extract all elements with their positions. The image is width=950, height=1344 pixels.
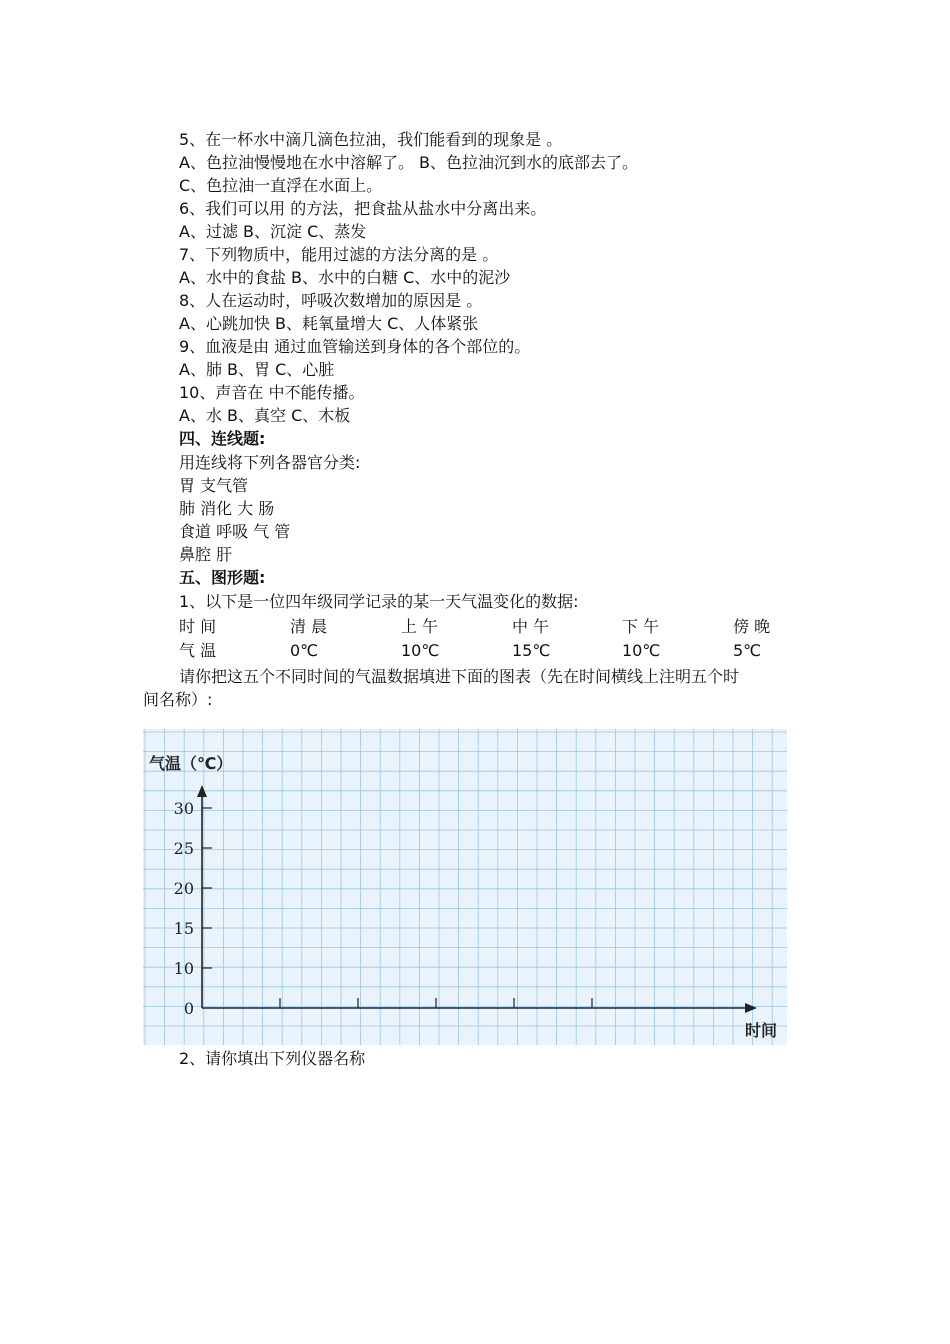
time-cell: 下 午 [622, 617, 660, 636]
section-4-heading: 四、连线题: [179, 429, 266, 448]
question-7-options: A、水中的食盐 B、水中的白糖 C、水中的泥沙 [179, 268, 511, 287]
x-axis-label: 时间 [745, 1021, 778, 1040]
question-9-options: A、肺 B、胃 C、心脏 [179, 360, 335, 379]
matching-row: 胃 支气管 [179, 476, 249, 495]
chart-background [143, 729, 787, 1045]
matching-row: 肺 消化 大 肠 [179, 499, 275, 518]
question-8: 8、人在运动时，呼吸次数增加的原因是 。 [179, 291, 483, 310]
time-row [179, 615, 799, 638]
chart-instruction-line-1: 请你把这五个不同时间的气温数据填进下面的图表（先在时间横线上注明五个时 [179, 667, 740, 686]
matching-row: 食道 呼吸 气 管 [179, 522, 291, 541]
question-9: 9、血液是由 通过血管输送到身体的各个部位的。 [179, 337, 531, 356]
question-8-options: A、心跳加快 B、耗氧量增大 C、人体紧张 [179, 314, 479, 333]
question-10: 10、声音在 中不能传播。 [179, 383, 365, 402]
time-header: 时 间 [179, 617, 217, 636]
question-10-options: A、水 B、真空 C、木板 [179, 406, 351, 425]
time-cell: 上 午 [401, 617, 439, 636]
question-7: 7、下列物质中，能用过滤的方法分离的是 。 [179, 245, 499, 264]
y-tick-label: 0 [183, 999, 194, 1018]
question-6: 6、我们可以用 的方法，把食盐从盐水中分离出来。 [179, 199, 547, 218]
time-cell: 傍 晚 [733, 617, 771, 636]
question-5: 5、在一杯水中滴几滴色拉油，我们能看到的现象是 。 [179, 130, 563, 149]
question-5-option-c: C、色拉油一直浮在水面上。 [179, 176, 383, 195]
section-5-question-2: 2、请你填出下列仪器名称 [179, 1049, 366, 1068]
chart-instruction-line-2: 间名称）: [143, 690, 213, 709]
question-6-options: A、过滤 B、沉淀 C、蒸发 [179, 222, 367, 241]
matching-row: 鼻腔 肝 [179, 545, 233, 564]
section-4-instruction: 用连线将下列各器官分类: [179, 453, 361, 472]
temperature-cell: 10℃ [622, 641, 661, 660]
y-tick-label: 10 [173, 959, 194, 978]
y-axis-label: 气温（℃） [149, 754, 233, 773]
y-tick-label: 15 [173, 919, 194, 938]
temperature-row [179, 639, 799, 662]
temperature-chart [143, 729, 787, 1045]
section-5-heading: 五、图形题: [179, 568, 266, 587]
temperature-cell: 0℃ [290, 641, 319, 660]
chart-canvas [143, 729, 787, 1045]
section-5-question-1: 1、以下是一位四年级同学记录的某一天气温变化的数据: [179, 592, 579, 611]
y-tick-label: 25 [173, 839, 194, 858]
question-5-options-ab: A、色拉油慢慢地在水中溶解了。 B、色拉油沉到水的底部去了。 [179, 153, 639, 172]
y-tick-label: 30 [173, 799, 194, 818]
temperature-cell: 10℃ [401, 641, 440, 660]
time-cell: 中 午 [512, 617, 550, 636]
temperature-cell: 15℃ [512, 641, 551, 660]
y-tick-label: 20 [173, 879, 194, 898]
temperature-header: 气 温 [179, 641, 217, 660]
temperature-cell: 5℃ [733, 641, 762, 660]
time-cell: 清 晨 [290, 617, 328, 636]
